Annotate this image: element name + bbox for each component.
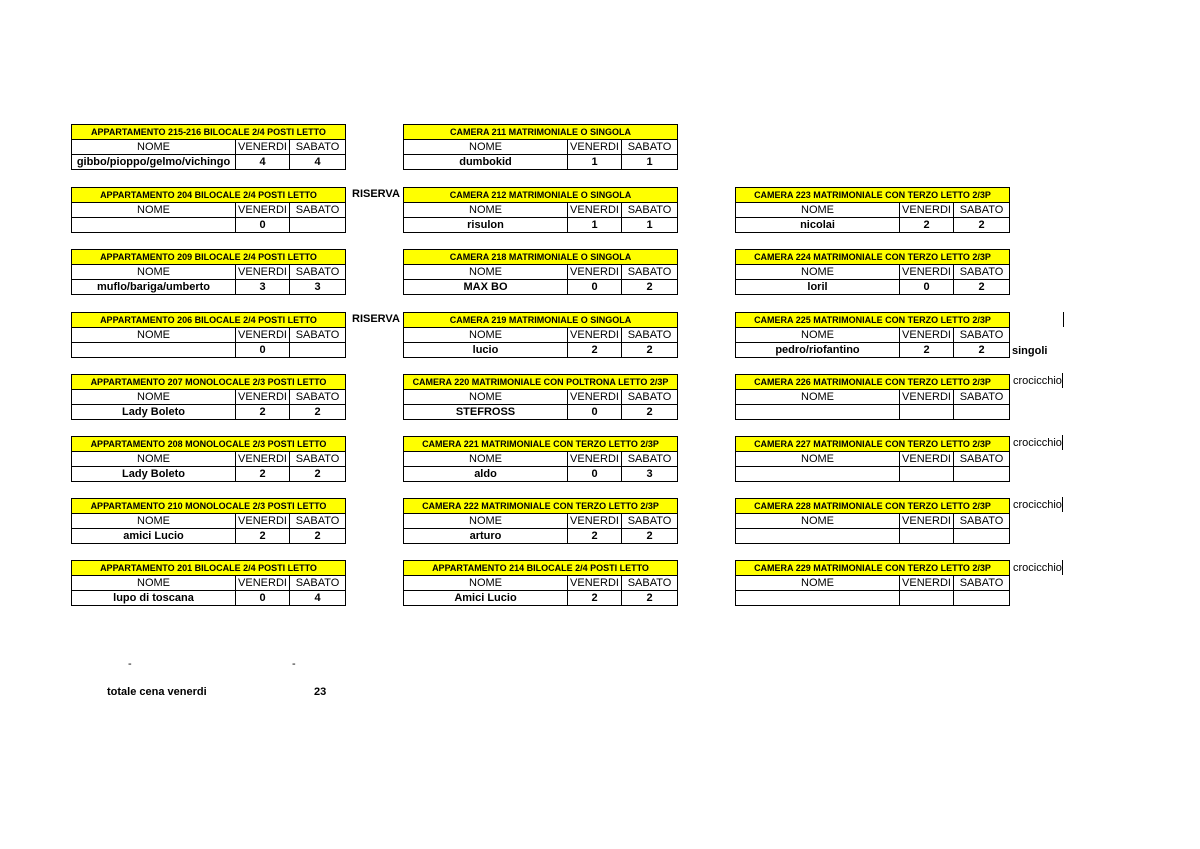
room-table [403, 124, 678, 170]
room-block [403, 249, 678, 295]
room-block [71, 436, 346, 482]
guest-name-cell[interactable]: lucio [404, 343, 568, 358]
header-venerdi: VENERDI [568, 452, 622, 467]
header-venerdi: VENERDI [568, 514, 622, 529]
header-venerdi: VENERDI [568, 328, 622, 343]
sabato-count-cell[interactable]: 2 [622, 343, 678, 358]
venerdi-count-cell[interactable]: 0 [236, 591, 290, 606]
header-venerdi: VENERDI [568, 140, 622, 155]
venerdi-count-cell[interactable]: 0 [568, 405, 622, 420]
room-block [735, 312, 1010, 358]
sabato-count-cell[interactable]: 2 [954, 343, 1010, 358]
room-table [735, 249, 1010, 295]
guest-name-cell[interactable]: nicolai [736, 218, 900, 233]
room-block [403, 436, 678, 482]
room-title: CAMERA 219 MATRIMONIALE O SINGOLA [404, 313, 678, 328]
sabato-count-cell[interactable] [954, 467, 1010, 482]
header-nome: NOME [72, 390, 236, 405]
room-table [71, 124, 346, 170]
text-cursor [1062, 560, 1063, 575]
room-title: APPARTAMENTO 210 MONOLOCALE 2/3 POSTI LETTO [72, 499, 346, 514]
room-title: CAMERA 211 MATRIMONIALE O SINGOLA [404, 125, 678, 140]
text-cursor [1063, 312, 1064, 327]
room-block [403, 312, 678, 358]
header-nome: NOME [736, 390, 900, 405]
room-title: CAMERA 224 MATRIMONIALE CON TERZO LETTO 2/3P [736, 250, 1010, 265]
room-block [735, 249, 1010, 295]
room-table [735, 436, 1010, 482]
header-sabato: SABATO [290, 265, 346, 280]
header-venerdi: VENERDI [236, 452, 290, 467]
header-nome: NOME [404, 328, 568, 343]
sabato-count-cell[interactable]: 2 [622, 591, 678, 606]
room-title: APPARTAMENTO 209 BILOCALE 2/4 POSTI LETTO [72, 250, 346, 265]
venerdi-count-cell[interactable]: 0 [236, 343, 290, 358]
room-title: CAMERA 222 MATRIMONIALE CON TERZO LETTO 2/3P [404, 499, 678, 514]
venerdi-count-cell[interactable]: 2 [236, 405, 290, 420]
room-table [735, 560, 1010, 606]
header-nome: NOME [72, 328, 236, 343]
header-venerdi: VENERDI [236, 328, 290, 343]
venerdi-count-cell[interactable] [900, 405, 954, 420]
header-sabato: SABATO [622, 328, 678, 343]
room-block [71, 187, 346, 233]
room-table [403, 312, 678, 358]
sabato-count-cell[interactable]: 1 [622, 218, 678, 233]
room-block [735, 436, 1010, 482]
venerdi-count-cell[interactable]: 1 [568, 218, 622, 233]
header-venerdi: VENERDI [900, 328, 954, 343]
venerdi-count-cell[interactable]: 2 [568, 591, 622, 606]
room-table [403, 249, 678, 295]
header-sabato: SABATO [954, 328, 1010, 343]
header-nome: NOME [72, 576, 236, 591]
venerdi-count-cell[interactable]: 3 [236, 280, 290, 295]
room-table [403, 187, 678, 233]
header-venerdi: VENERDI [236, 265, 290, 280]
room-title: APPARTAMENTO 206 BILOCALE 2/4 POSTI LETTO [72, 313, 346, 328]
header-venerdi: VENERDI [236, 576, 290, 591]
guest-name-cell[interactable]: arturo [404, 529, 568, 544]
room-title: CAMERA 223 MATRIMONIALE CON TERZO LETTO 2/3P [736, 188, 1010, 203]
riserva-note: RISERVA [352, 188, 400, 200]
sabato-count-cell[interactable] [954, 405, 1010, 420]
header-nome: NOME [72, 452, 236, 467]
header-venerdi: VENERDI [568, 203, 622, 218]
room-table [71, 498, 346, 544]
guest-name-cell[interactable]: MAX BO [404, 280, 568, 295]
guest-name-cell[interactable] [72, 343, 236, 358]
room-table [71, 374, 346, 420]
sabato-count-cell[interactable]: 3 [290, 280, 346, 295]
venerdi-count-cell[interactable]: 2 [236, 529, 290, 544]
room-table [403, 560, 678, 606]
header-nome: NOME [736, 265, 900, 280]
room-block [403, 124, 678, 170]
header-nome: NOME [404, 203, 568, 218]
guest-name-cell[interactable] [72, 218, 236, 233]
room-title: CAMERA 226 MATRIMONIALE CON TERZO LETTO 2/3P [736, 375, 1010, 390]
header-sabato: SABATO [290, 452, 346, 467]
header-nome: NOME [404, 140, 568, 155]
room-block [403, 560, 678, 606]
room-block [71, 124, 346, 170]
header-sabato: SABATO [290, 514, 346, 529]
sabato-count-cell[interactable]: 2 [622, 405, 678, 420]
header-sabato: SABATO [290, 140, 346, 155]
room-title: APPARTAMENTO 215-216 BILOCALE 2/4 POSTI LETTO [72, 125, 346, 140]
header-venerdi: VENERDI [568, 576, 622, 591]
room-title: APPARTAMENTO 204 BILOCALE 2/4 POSTI LETTO [72, 188, 346, 203]
room-block [403, 187, 678, 233]
room-table [71, 249, 346, 295]
header-nome: NOME [72, 265, 236, 280]
room-title: APPARTAMENTO 214 BILOCALE 2/4 POSTI LETTO [404, 561, 678, 576]
header-venerdi: VENERDI [900, 390, 954, 405]
room-block [71, 312, 346, 358]
room-block [71, 249, 346, 295]
room-title: APPARTAMENTO 208 MONOLOCALE 2/3 POSTI LETTO [72, 437, 346, 452]
header-nome: NOME [404, 576, 568, 591]
venerdi-count-cell[interactable]: 0 [568, 280, 622, 295]
guest-name-cell[interactable] [736, 467, 900, 482]
header-venerdi: VENERDI [900, 203, 954, 218]
venerdi-count-cell[interactable]: 1 [568, 155, 622, 170]
guest-name-cell[interactable] [736, 529, 900, 544]
room-block [403, 374, 678, 420]
header-nome: NOME [404, 390, 568, 405]
room-table [71, 312, 346, 358]
room-title: CAMERA 227 MATRIMONIALE CON TERZO LETTO 2/3P [736, 437, 1010, 452]
sabato-count-cell[interactable]: 2 [954, 280, 1010, 295]
guest-name-cell[interactable]: Amici Lucio [404, 591, 568, 606]
header-nome: NOME [72, 514, 236, 529]
guest-name-cell[interactable]: Lady Boleto [72, 405, 236, 420]
totale-value: 23 [314, 686, 327, 698]
room-block [735, 187, 1010, 233]
venerdi-count-cell[interactable] [900, 591, 954, 606]
header-venerdi: VENERDI [568, 265, 622, 280]
room-title: CAMERA 218 MATRIMONIALE O SINGOLA [404, 250, 678, 265]
room-table [71, 436, 346, 482]
room-block [735, 498, 1010, 544]
room-table [403, 436, 678, 482]
header-sabato: SABATO [954, 452, 1010, 467]
header-sabato: SABATO [290, 576, 346, 591]
sabato-count-cell[interactable] [290, 218, 346, 233]
guest-name-cell[interactable]: STEFROSS [404, 405, 568, 420]
footer-dash: - [292, 658, 296, 670]
room-block [71, 498, 346, 544]
header-sabato: SABATO [622, 452, 678, 467]
text-cursor [1062, 373, 1063, 388]
text-cursor [1062, 497, 1063, 512]
room-table [735, 312, 1010, 358]
header-nome: NOME [404, 514, 568, 529]
header-venerdi: VENERDI [568, 390, 622, 405]
room-title: CAMERA 221 MATRIMONIALE CON TERZO LETTO 2/3P [404, 437, 678, 452]
guest-name-cell[interactable]: amici Lucio [72, 529, 236, 544]
venerdi-count-cell[interactable] [900, 467, 954, 482]
header-sabato: SABATO [954, 203, 1010, 218]
room-title: CAMERA 220 MATRIMONIALE CON POLTRONA LETTO 2/3P [404, 375, 678, 390]
room-block [71, 374, 346, 420]
guest-name-cell[interactable]: risulon [404, 218, 568, 233]
crocicchio-note: crocicchio [1013, 437, 1062, 449]
venerdi-count-cell[interactable] [900, 529, 954, 544]
room-block [735, 560, 1010, 606]
room-title: APPARTAMENTO 201 BILOCALE 2/4 POSTI LETTO [72, 561, 346, 576]
room-table [735, 187, 1010, 233]
header-venerdi: VENERDI [900, 576, 954, 591]
header-sabato: SABATO [622, 203, 678, 218]
header-sabato: SABATO [954, 265, 1010, 280]
header-venerdi: VENERDI [236, 514, 290, 529]
sabato-count-cell[interactable]: 2 [622, 280, 678, 295]
crocicchio-note: crocicchio [1013, 499, 1062, 511]
header-nome: NOME [736, 576, 900, 591]
header-nome: NOME [72, 203, 236, 218]
room-title: CAMERA 229 MATRIMONIALE CON TERZO LETTO 2/3P [736, 561, 1010, 576]
riserva-note: RISERVA [352, 313, 400, 325]
sabato-count-cell[interactable] [954, 529, 1010, 544]
header-venerdi: VENERDI [900, 514, 954, 529]
room-table [71, 187, 346, 233]
header-sabato: SABATO [954, 390, 1010, 405]
guest-name-cell[interactable]: Lady Boleto [72, 467, 236, 482]
header-sabato: SABATO [622, 390, 678, 405]
room-title: CAMERA 212 MATRIMONIALE O SINGOLA [404, 188, 678, 203]
venerdi-count-cell[interactable]: 2 [900, 218, 954, 233]
sabato-count-cell[interactable] [954, 591, 1010, 606]
header-sabato: SABATO [622, 514, 678, 529]
venerdi-count-cell[interactable]: 0 [568, 467, 622, 482]
header-sabato: SABATO [290, 203, 346, 218]
totale-label: totale cena venerdi [107, 686, 207, 698]
venerdi-count-cell[interactable]: 4 [236, 155, 290, 170]
room-table [403, 498, 678, 544]
sabato-count-cell[interactable]: 1 [622, 155, 678, 170]
header-sabato: SABATO [622, 265, 678, 280]
venerdi-count-cell[interactable]: 2 [900, 343, 954, 358]
header-sabato: SABATO [954, 514, 1010, 529]
sabato-count-cell[interactable]: 2 [290, 467, 346, 482]
header-nome: NOME [736, 514, 900, 529]
header-venerdi: VENERDI [236, 203, 290, 218]
singoli-note: singoli [1012, 345, 1048, 357]
header-venerdi: VENERDI [236, 140, 290, 155]
room-table [735, 498, 1010, 544]
guest-name-cell[interactable]: lupo di toscana [72, 591, 236, 606]
text-cursor [1062, 435, 1063, 450]
header-nome: NOME [736, 452, 900, 467]
sabato-count-cell[interactable]: 4 [290, 591, 346, 606]
room-title: CAMERA 225 MATRIMONIALE CON TERZO LETTO 2/3P [736, 313, 1010, 328]
room-title: CAMERA 228 MATRIMONIALE CON TERZO LETTO 2/3P [736, 499, 1010, 514]
guest-name-cell[interactable]: dumbokid [404, 155, 568, 170]
venerdi-count-cell[interactable]: 2 [236, 467, 290, 482]
room-block [735, 374, 1010, 420]
header-nome: NOME [736, 203, 900, 218]
sabato-count-cell[interactable]: 2 [622, 529, 678, 544]
room-table [71, 560, 346, 606]
venerdi-count-cell[interactable]: 0 [900, 280, 954, 295]
sabato-count-cell[interactable]: 4 [290, 155, 346, 170]
header-sabato: SABATO [622, 140, 678, 155]
header-nome: NOME [404, 452, 568, 467]
header-sabato: SABATO [954, 576, 1010, 591]
room-block [71, 560, 346, 606]
crocicchio-note: crocicchio [1013, 562, 1062, 574]
room-block [403, 498, 678, 544]
sabato-count-cell[interactable]: 3 [622, 467, 678, 482]
venerdi-count-cell[interactable]: 0 [236, 218, 290, 233]
header-sabato: SABATO [290, 328, 346, 343]
header-nome: NOME [404, 265, 568, 280]
header-sabato: SABATO [622, 576, 678, 591]
guest-name-cell[interactable]: aldo [404, 467, 568, 482]
guest-name-cell[interactable]: loril [736, 280, 900, 295]
venerdi-count-cell[interactable]: 2 [568, 529, 622, 544]
room-table [735, 374, 1010, 420]
crocicchio-note: crocicchio [1013, 375, 1062, 387]
guest-name-cell[interactable] [736, 591, 900, 606]
footer-dash: - [128, 658, 132, 670]
header-venerdi: VENERDI [900, 265, 954, 280]
header-nome: NOME [72, 140, 236, 155]
room-title: APPARTAMENTO 207 MONOLOCALE 2/3 POSTI LETTO [72, 375, 346, 390]
sabato-count-cell[interactable]: 2 [954, 218, 1010, 233]
header-venerdi: VENERDI [236, 390, 290, 405]
venerdi-count-cell[interactable]: 2 [568, 343, 622, 358]
guest-name-cell[interactable]: gibbo/pioppo/gelmo/vichingo [72, 155, 236, 170]
header-venerdi: VENERDI [900, 452, 954, 467]
guest-name-cell[interactable]: muflo/bariga/umberto [72, 280, 236, 295]
guest-name-cell[interactable]: pedro/riofantino [736, 343, 900, 358]
room-table [403, 374, 678, 420]
header-nome: NOME [736, 328, 900, 343]
guest-name-cell[interactable] [736, 405, 900, 420]
header-sabato: SABATO [290, 390, 346, 405]
sabato-count-cell[interactable] [290, 343, 346, 358]
sabato-count-cell[interactable]: 2 [290, 405, 346, 420]
sabato-count-cell[interactable]: 2 [290, 529, 346, 544]
